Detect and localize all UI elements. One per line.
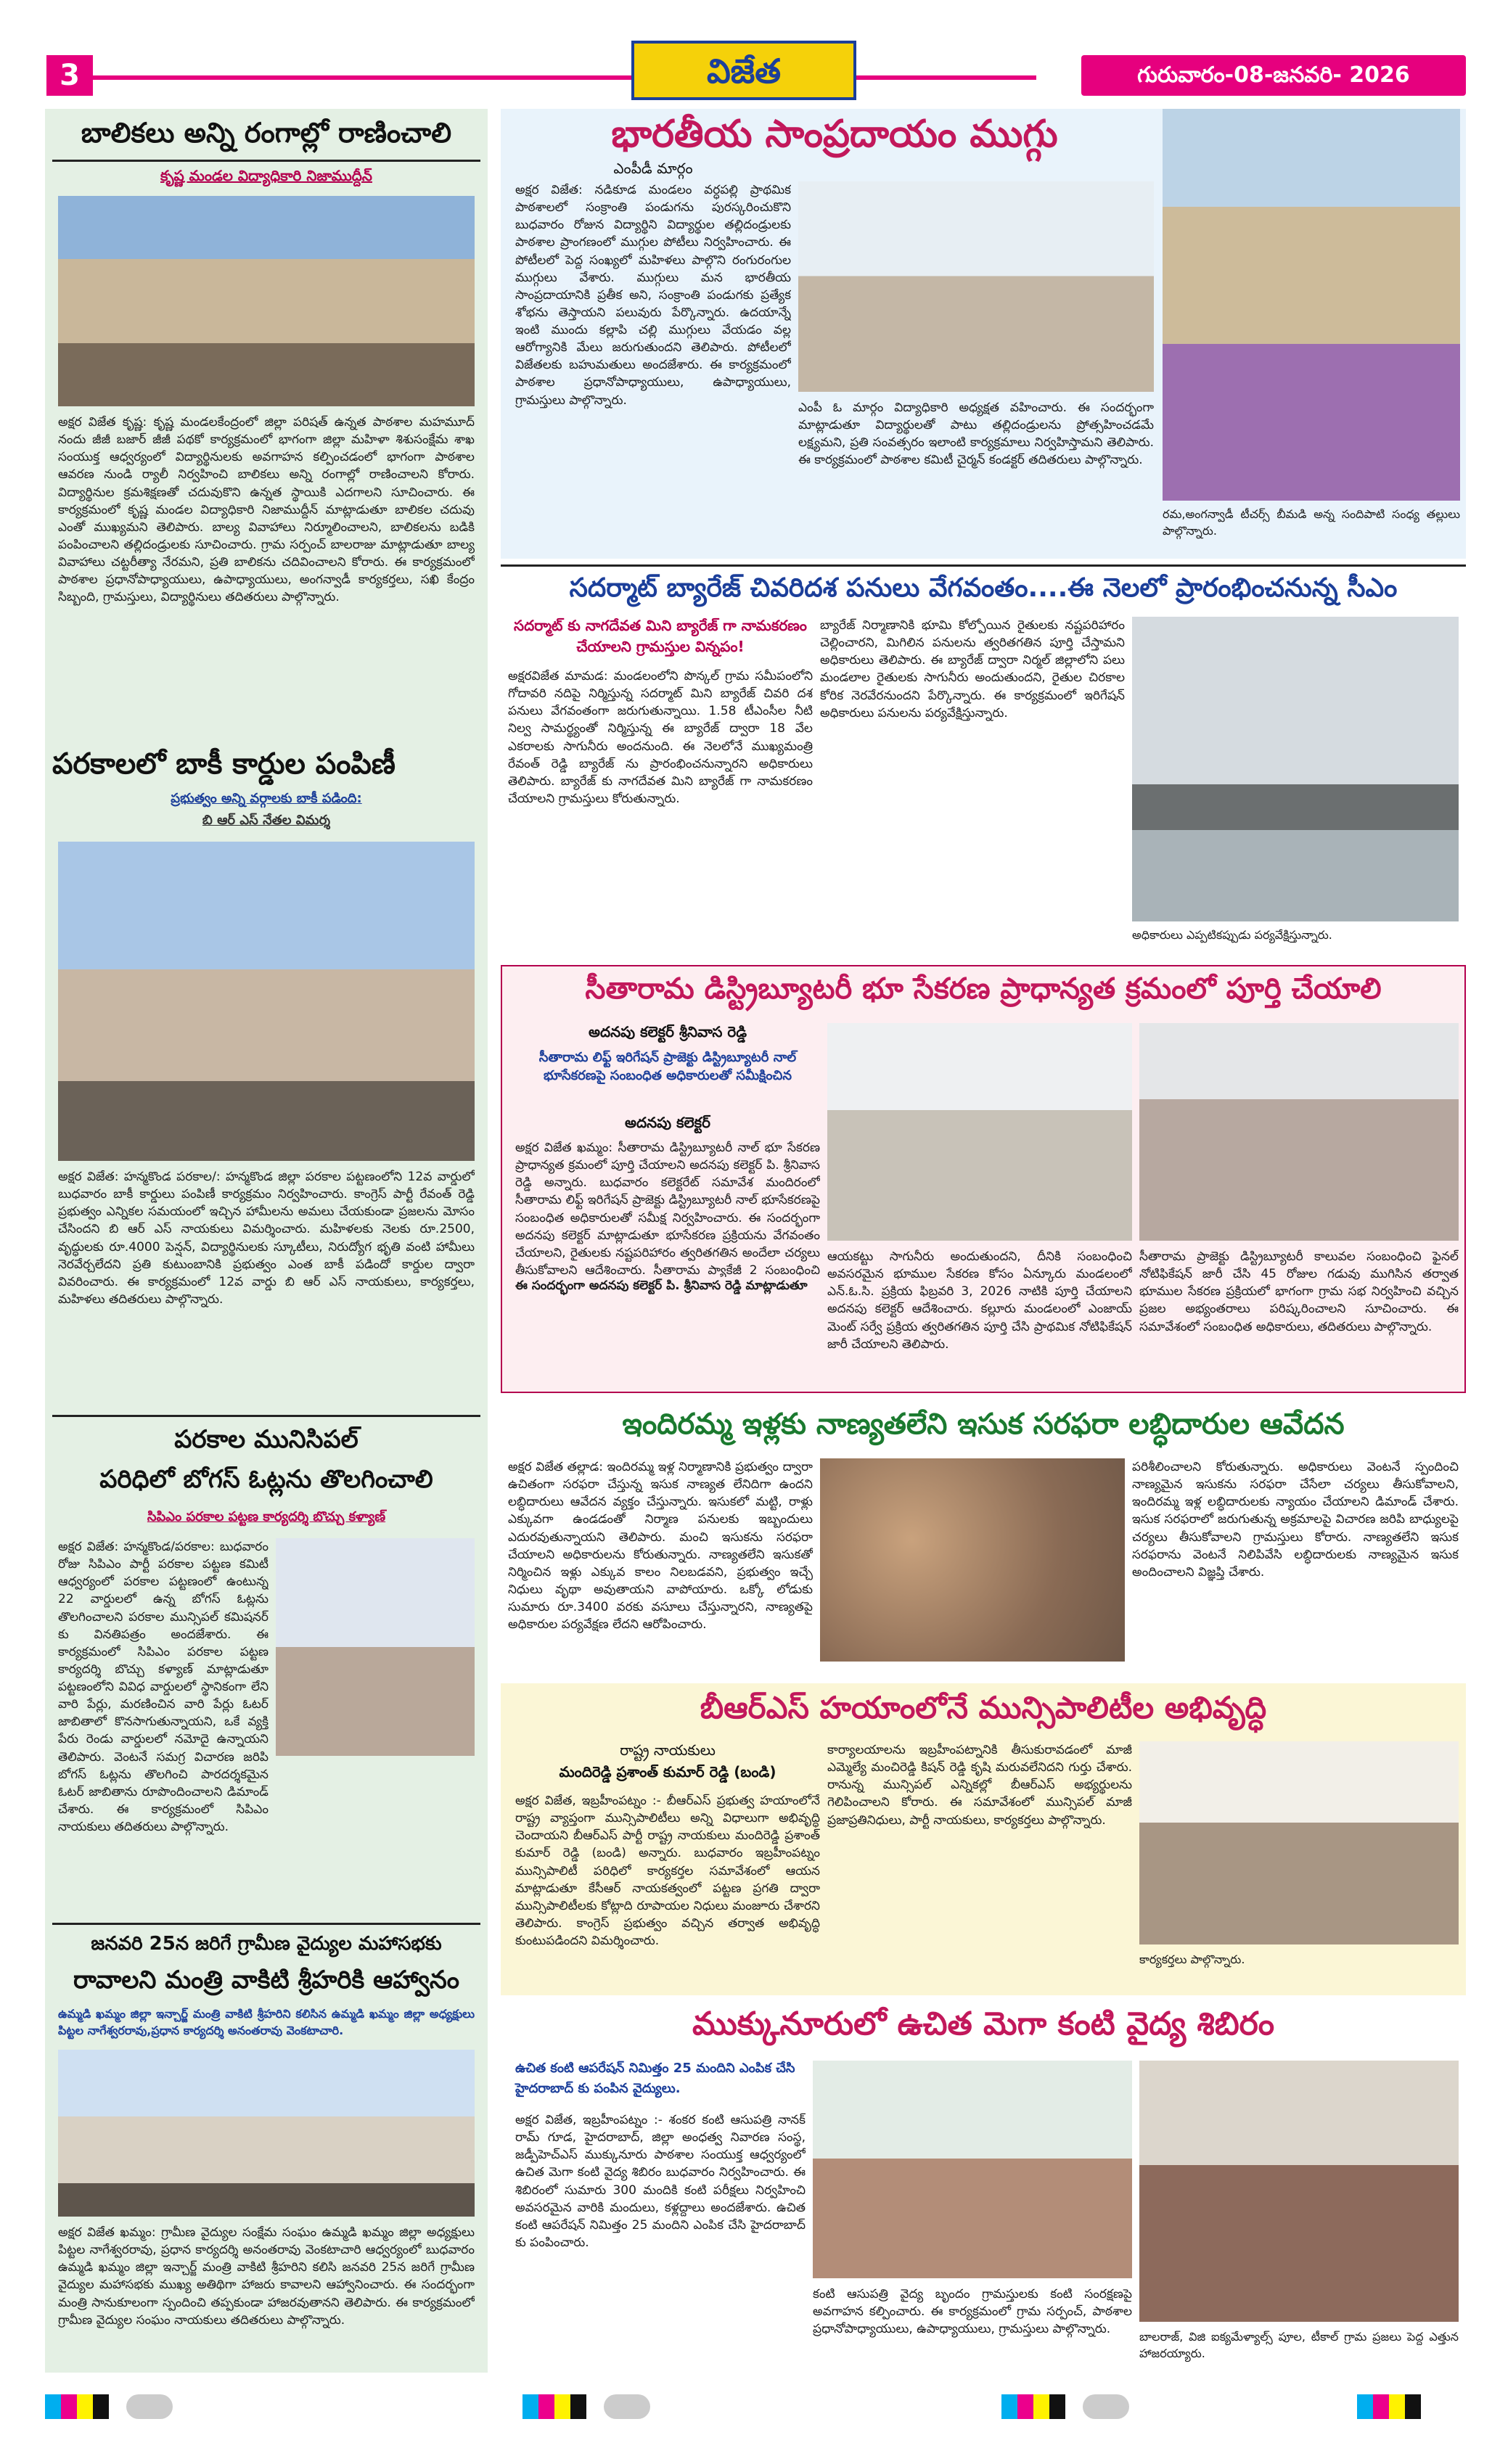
- r5-headline: బీఆర్ఎస్ హయాంలోనే మున్సిపాలిటీల అభివృద్ధి: [700, 1690, 1267, 1725]
- a1-sub: కృష్ణ మండల విద్యాధికారి నిజాముద్దీన్: [160, 167, 372, 184]
- a1-rule: [52, 160, 480, 162]
- r6-body-2: కంటి ఆసుపత్రి వైద్య బృందం గ్రామస్తులకు కంటి సంరక్షణపై అవగాహన కల్పించారు. ఈ కార్యక్రమంలో గ్రామ సర్పంచ్, పాఠశాల ప్రధానోపాధ్యాయులు, ఉపాధ్యాయులు, గ్రామస్తులు పాల్గొన్నారు.: [813, 2287, 1132, 2337]
- page-number: 3: [46, 55, 93, 96]
- r5-photo-caption: కార్యకర్తలు పాల్గొన్నారు.: [1139, 1952, 1245, 1966]
- r3-sub1: అదనపు కలెక్టర్ శ్రీనివాస రెడ్డి: [588, 1023, 747, 1040]
- a3-sub: సిపిఎం పరకాల పట్టణ కార్యదర్శి బొచ్చు కళ్యాణ్: [147, 1509, 386, 1524]
- header-rule: [93, 75, 1036, 80]
- r3-note: ఈ సందర్భంగా అదనపు కలెక్టర్ పి. శ్రీనివాస రెడ్డి మాట్లాడుతూ: [515, 1278, 808, 1293]
- registration-marks-1: [45, 2394, 284, 2419]
- r4-body: అక్షర విజేత తల్లాడ: ఇందిరమ్మ ఇళ్ల నిర్మాణానికి ప్రభుత్వం ద్వారా ఉచితంగా సరఫరా చేస్తున్న ఇసుక నాణ్యత లేనిదిగా ఉందని లబ్ధిదారులు ఆవేదన వ్యక్తం చేస్తున్నారు. ఇసుకలో మట్టి, రాళ్లు ఎక్కువగా ఉండడంతో నిర్మాణ పనులకు ఇబ్బందులు ఎదురవుతున్నాయని తెలిపారు. మంచి ఇసుకను సరఫరా చేయాలని అధికారులను కోరుతున్నారు. నాణ్యతలేని ఇసుకతో నిర్మించిన ఇళ్లు ఎక్కువ కాలం నిలబడవని, ప్రభుత్వం ఇచ్చే నిధులు వృథా అవుతాయని వాపోయారు. ఒక్కో లోడుకు సుమారు రూ.3400 వరకు వసూలు చేస్తున్నారని, నాణ్యతపై అధికారుల పర్యవేక్షణ లేదని ఆరోపించారు.: [508, 1460, 813, 1633]
- right-column: [501, 109, 1466, 2373]
- a4-body: అక్షర విజేత ఖమ్మం: గ్రామీణ వైద్యుల సంక్షేమ సంఘం ఉమ్మడి ఖమ్మం జిల్లా అధ్యక్షులు పిట్టల నాగేశ్వరరావు, ప్రధాన కార్యదర్శి అనంతరావు వెంకటాచారి ఆధ్వర్యంలో బుధవారం ఉమ్మడి ఖమ్మం జిల్లా ఇన్చార్జ్ మంత్రి వాకిటి శ్రీహరిని కలిసి జనవరి 25న జరిగే గ్రామీణ వైద్యుల మహాసభకు ముఖ్య అతిథిగా హాజరు కావాలని ఆహ్వానించారు. ఈ సందర్భంగా మంత్రి సానుకూలంగా స్పందించి తప్పకుండా హాజరవుతానని తెలిపారు. ఈ కార్యక్రమంలో గ్రామీణ వైద్యుల సంఘం నాయకులు తదితరులు పాల్గొన్నారు.: [58, 2225, 475, 2328]
- r3-sub3: అదనపు కలెక్టర్: [624, 1114, 710, 1131]
- r2-body-2: బ్యారేజ్ నిర్మాణానికి భూమి కోల్పోయిన రైతులకు నష్టపరిహారం చెల్లించారని, మిగిలిన పనులను త్వరితగతిన పూర్తి చేస్తామని అధికారులు తెలిపారు. ఈ బ్యారేజ్ ద్వారా నిర్మల్ జిల్లాలోని పలు మండలాల రైతులకు సాగునీరు అందుతుందని, రైతుల చిరకాల కోరిక నెరవేరనుందని పేర్కొన్నారు. ఈ కార్యక్రమంలో ఇరిగేషన్ అధికారులు పనులను పర్యవేక్షిస్తున్నారు.: [820, 618, 1125, 720]
- a3-body: అక్షర విజేత: హన్మకొండ/పరకాల: బుధవారం రోజు సిపిఎం పార్టీ పరకాల పట్టణ కమిటీ ఆధ్వర్యంలో పరకాల పట్టణంలో ఉంటున్న 22 వార్డులలో ఉన్న బోగస్ ఓట్లను తొలగించాలని పరకాల మున్సిపల్ కమిషనర్ కు వినతిపత్రం అందజేశారు. ఈ కార్యక్రమంలో సిపిఎం పరకాల పట్టణ కార్యదర్శి బొచ్చు కళ్యాణ్ మాట్లాడుతూ పట్టణంలోని వివిధ వార్డులలో స్థానికంగా లేని వారి పేర్లు, మరణించిన వారి పేర్లు ఓటర్ జాబితాలో కొనసాగుతున్నాయని, ఒకే వ్యక్తి పేరు రెండు వార్డులలో నమోదై ఉన్నాయని తెలిపారు. వెంటనే సమగ్ర విచారణ జరిపి బోగస్ ఓట్లను తొలగించి పారదర్శకమైన ఓటర్ జాబితాను రూపొందించాలని డిమాండ్ చేశారు. ఈ కార్యక్రమంలో సిపిఎం నాయకులు తదితరులు పాల్గొన్నారు.: [58, 1540, 269, 1834]
- a1-headline: బాలికలు అన్ని రంగాల్లో రాణించాలి: [81, 117, 452, 149]
- a3-photo: [276, 1538, 475, 1756]
- masthead-logo: విజేత: [631, 41, 856, 100]
- r2-photo: [1132, 617, 1459, 921]
- a1-body: అక్షర విజేత కృష్ణ: కృష్ణ మండలకేంద్రంలో జిల్లా పరిషత్ ఉన్నత పాఠశాల మహమూద్ నందు జీజీ బజార్ జీజీ పథకో కార్యక్రమంలో భాగంగా జిల్లా మహిళా శిశుసంక్షేమ శాఖ సంయుక్త ఆధ్వర్యంలో విద్యార్థినులకు అవగాహన కల్పించడంలో భాగంగా పాఠశాల ఆవరణ నుండి ర్యాలీ నిర్వహించి బాలికలు అన్ని రంగాల్లో రాణించాలని కోరారు. విద్యార్థినుల క్రమశిక్షణతో చదువుకొని ఉన్నత స్థాయికి ఎదగాలని సూచించారు. ఈ కార్యక్రమంలో కృష్ణ మండల విద్యాధికారి నిజాముద్దీన్ మాట్లాడుతూ బాలికల చదువు ఎంతో ముఖ్యమని తెలిపారు. బాల్య వివాహాలు నిర్మూలించాలని, బాలికలను బడికి పంపించాలని తల్లిదండ్రులకు సూచించారు. గ్రామ సర్పంచ్ బాలరాజు మాట్లాడుతూ బాల్య వివాహాలు చట్టరీత్యా నేరమని, ప్రతి బాలికను చదివించాలని కోరారు. ఈ కార్యక్రమంలో పాఠశాల ప్రధానోపాధ్యాయులు, ఉపాధ్యాయులు, అంగన్వాడీ కార్యకర్తలు, సఖి కేంద్రం సిబ్బంది, గ్రామస్తులు, విద్యార్థినులు తదితరులు పాల్గొన్నారు.: [58, 415, 475, 605]
- r4-body-2: పరిశీలించాలని కోరుతున్నారు. అధికారులు వెంటనే స్పందించి నాణ్యమైన ఇసుకను సరఫరా చేసేలా చర్యలు తీసుకోవాలని, ఇందిరమ్మ ఇళ్ల లబ్ధిదారులకు న్యాయం చేయాలని డిమాండ్ చేశారు. ఇసుక సరఫరాలో జరుగుతున్న అక్రమాలపై విచారణ జరిపి బాధ్యులపై చర్యలు తీసుకోవాలని గ్రామస్తులు కోరారు. నాణ్యతలేని ఇసుక సరఫరాను వెంటనే నిలిపివేసి లబ్ధిదారులకు నాణ్యమైన ఇసుక అందించాలని విజ్ఞప్తి చేశారు.: [1132, 1460, 1459, 1580]
- r5-body: అక్షర విజేత, ఇబ్రహీంపట్నం :- బీఆర్ఎస్ ప్రభుత్వ హయాంలోనే రాష్ట్ర వ్యాప్తంగా మున్సిపాలిటీలు అన్ని విధాలుగా అభివృద్ధి చెందాయని బీఆర్ఎస్ పార్టీ రాష్ట్ర నాయకులు మందిరెడ్డి ప్రశాంత్ కుమార్ రెడ్డి (బండి) అన్నారు. బుధవారం ఇబ్రహీంపట్నం మున్సిపాలిటీ పరిధిలో కార్యకర్తల సమావేశంలో ఆయన మాట్లాడుతూ కేసీఆర్ నాయకత్వంలో పట్టణ ప్రగతి ద్వారా మున్సిపాలిటీలకు కోట్లాది రూపాయల నిధులు మంజూరు చేశారని తెలిపారు. కాంగ్రెస్ ప్రభుత్వం వచ్చిన తర్వాత అభివృద్ధి కుంటుపడిందని విమర్శించారు.: [515, 1794, 820, 1948]
- a2-sub2: బి ఆర్ ఎస్ నేతల విమర్శ: [202, 813, 331, 828]
- r3-body: అక్షర విజేత ఖమ్మం: సీతారామ డిస్ట్రిబ్యూటరీ నాల్ భూ సేకరణ ప్రాధాన్యత క్రమంలో పూర్తి చేయాలని అదనపు కలెక్టర్ పి. శ్రీనివాస రెడ్డి అన్నారు. బుధవారం కలెక్టరేట్ సమావేశ మందిరంలో సీతారామ లిఫ్ట్ ఇరిగేషన్ ప్రాజెక్టు డిస్ట్రిబ్యూటరీ నాల్ భూసేకరణపై సంబంధిత అధికారులతో సమీక్ష నిర్వహించారు. ఈ సందర్భంగా అదనపు కలెక్టర్ మాట్లాడుతూ భూసేకరణ ప్రక్రియను వేగవంతం చేయాలని, రైతులకు నష్టపరిహారం త్వరితగతిన అందేలా చర్యలు తీసుకోవాలని ఆదేశించారు. సీతారామ ప్యాకేజీ 2 సంబంధించి: [515, 1141, 820, 1277]
- r1-photo-2-caption: రమ,అంగన్వాడీ టీచర్స్ బీమడి అన్న సందిపాటి సంధ్య తల్లులు పాల్గొన్నారు.: [1163, 507, 1460, 538]
- left-column: [45, 109, 488, 2373]
- date-banner: గురువారం-08-జనవరి- 2026: [1081, 55, 1466, 96]
- r3-photo-2-caption: సీతారామ ప్రాజెక్టు డిస్ట్రిబ్యూటరీ కాలువల సంబంధించి ఫైనల్ నోటిఫికేషన్ జారీ చేసి 45 రోజుల గడువు ముగిసిన తర్వాత భూముల సేకరణ ప్రక్రియలో భాగంగా గ్రామ సభ నిర్వహించి వచ్చిన ప్రజల అభ్యంతరాలు పరిష్కరించాలని సూచించారు. ఈ సమావేశంలో సంబంధిత అధికారులు, తదితరులు పాల్గొన్నారు.: [1139, 1249, 1459, 1334]
- a1-photo: [58, 196, 475, 406]
- a4-photo: [58, 2050, 475, 2217]
- r1-photo-1: [798, 181, 1154, 392]
- a2-photo: [58, 842, 475, 1161]
- r5-photo: [1139, 1741, 1459, 1944]
- r2-top-rule: [501, 564, 1466, 567]
- r2-sub: సదర్మాట్ కు నాగదేవత మిని బ్యారేజ్ గా నామకరణం చేయాలని గ్రామస్తుల విన్నపం!: [514, 617, 807, 655]
- a4-sub: ఉమ్మడి ఖమ్మం జిల్లా ఇన్చార్జ్ మంత్రి వాకిటి శ్రీహరిని కలిసిన ఉమ్మడి ఖమ్మం జిల్లా అధ్యక్షులు పిట్టల నాగేశ్వరరావు,ప్రధాన కార్యదర్శి అనంతరావు వెంకటాచారి.: [58, 2007, 475, 2037]
- a4-top-rule: [52, 1923, 480, 1925]
- r6-photo-caption: బాలరాజ్, విజి ఐక్యమేళ్యాల్స్ పూల, టీకాల్ గ్రామ ప్రజలు పెద్ద ఎత్తున హాజరయ్యారు.: [1139, 2330, 1459, 2360]
- r1-body-2: ఎంపీ ఓ మార్గం విద్యాధికారి అధ్యక్షత వహించారు. ఈ సందర్భంగా మాట్లాడుతూ విద్యార్థులతో పాటు తల్లిదండ్రులను ప్రోత్సహించడమే లక్ష్యమని, ప్రతి సంవత్సరం ఇలాంటి కార్యక్రమాలు నిర్వహిస్తామని తెలిపారు. ఈ కార్యక్రమంలో పాఠశాల కమిటీ చైర్మన్ కండక్టర్ తదితరులు పాల్గొన్నారు.: [798, 401, 1154, 468]
- r3-body-2: ఆయకట్టు సాగునీరు అందుతుందని, దీనికి సంబంధించి అవసరమైన భూముల సేకరణ కోసం ఏన్కూరు మండలంలో ఎన్.ఓ.సి. ప్రక్రియ ఫిబ్రవరి 3, 2026 నాటికి పూర్తి చేయాలని అదనపు కలెక్టర్ ఆదేశించారు. కల్లూరు మండలంలో ఎంజాయ్ మెంట్ సర్వే ప్రక్రియ త్వరితగతిన పూర్తి చేసి ప్రాథమిక నోటిఫికేషన్ జారీ చేయాలని తెలిపారు.: [827, 1249, 1132, 1352]
- r3-sub2: సీతారామ లిఫ్ట్ ఇరిగేషన్ ప్రాజెక్టు డిస్ట్రిబ్యూటరీ నాల్ భూసేకరణపై సంబంధిత అధికారులతో సమీక్షించిన: [538, 1050, 797, 1084]
- r2-photo-caption: అధికారులు ఎప్పటికప్పుడు పర్యవేక్షిస్తున్నారు.: [1132, 928, 1332, 942]
- a3-top-rule: [52, 1415, 480, 1417]
- r1-headline: భారతీయ సాంప్రదాయం ముగ్గు: [611, 112, 1058, 156]
- r5-sub1: రాష్ట్ర నాయకులు: [620, 1741, 716, 1759]
- r2-body: అక్షరవిజేత మామడ: మండలంలోని పొన్కల్ గ్రామ సమీపంలోని గోదావరి నదిపై నిర్మిస్తున్న సదర్మాట్ మిని బ్యారేజ్ చివరి దశ పనులు వేగవంతంగా జరుగుతున్నాయి. 1.58 టీఎంసీల నీటి నిల్వ సామర్థ్యంతో నిర్మిస్తున్న ఈ బ్యారేజ్ ద్వారా 18 వేల ఎకరాలకు సాగునీరు అందనుంది. ఈ నెలలోనే ముఖ్యమంత్రి రేవంత్ రెడ్డి బ్యారేజ్ ను ప్రారంభించనున్నారని అధికారులు తెలిపారు. బ్యారేజ్ కు నాగదేవత మిని బ్యారేజ్ గా నామకరణం చేయాలని గ్రామస్తులు కోరుతున్నారు.: [508, 669, 813, 806]
- r5-sub2: మందిరెడ్డి ప్రశాంత్ కుమార్ రెడ్డి (బండి): [559, 1763, 776, 1781]
- a4-headline: రావాలని మంత్రి వాకిటి శ్రీహరికి ఆహ్వానం: [73, 1966, 460, 1995]
- registration-marks-2: [522, 2394, 762, 2419]
- r4-headline: ఇందిరమ్మ ఇళ్లకు నాణ్యతలేని ఇసుక సరఫరా లబ్ధిదారుల ఆవేదన: [622, 1408, 1345, 1441]
- registration-marks-3: [1001, 2394, 1241, 2419]
- registration-marks-4: [1357, 2394, 1466, 2419]
- a2-body: అక్షర విజేత: హన్మకొండ పరకాల/: హన్మకొండ జిల్లా పరకాల పట్టణంలోని 12వ వార్డులో బుధవారం బాకీ కార్డులు పంపిణీ కార్యక్రమం నిర్వహించారు. కాంగ్రెస్ పార్టీ రేవంత్ రెడ్డి ప్రభుత్వం ఎన్నికల సమయంలో ఇచ్చిన హామీలను అమలు చేయకుండా ప్రజలను మోసం చేసిందని బి ఆర్ ఎస్ నాయకులు విమర్శించారు. మహిళలకు నెలకు రూ.2500, వృద్ధులకు రూ.4000 పెన్షన్, విద్యార్థినులకు స్కూటీలు, నిరుద్యోగ భృతి వంటి హామీలు నెరవేర్చలేదని ప్రతి కుటుంబానికి ప్రభుత్వం ఎంత బాకీ పడిందో కార్డుల ద్వారా వివరించారు. ఈ కార్యక్రమంలో 12వ వార్డు బి ఆర్ ఎస్ నాయకులు, కార్యకర్తలు, మహిళలు తదితరులు పాల్గొన్నారు.: [58, 1170, 475, 1307]
- r6-photo-1: [813, 2061, 1132, 2278]
- r3-headline: సీతారామ డిస్ట్రిబ్యూటరీ భూ సేకరణ ప్రాధాన్యత క్రమంలో పూర్తి చేయాలి: [585, 972, 1382, 1006]
- r1-body: అక్షర విజేత: నడికూడ మండలం వర్ధపల్లి ప్రాథమిక పాఠశాలలో సంక్రాంతి పండుగను పురస్కరించుకొని బుధవారం రోజున విద్యార్థిని విద్యార్థుల తల్లిదండ్రులకు పాఠశాల ప్రాంగణంలో ముగ్గుల పోటీలు నిర్వహించారు. ఈ పోటీలలో పెద్ద సంఖ్యలో మహిళలు పాల్గొని రంగురంగుల ముగ్గులు వేశారు. ముగ్గులు మన భారతీయ సాంప్రదాయానికి ప్రతీక అని, సంక్రాంతి పండుగకు ప్రత్యేక శోభను తెస్తాయని పలువురు పేర్కొన్నారు. ఉదయాన్నే ఇంటి ముందు కల్లాపి చల్లి ముగ్గులు వేయడం వల్ల ఆరోగ్యానికి మేలు జరుగుతుందని తెలిపారు. పోటీలలో విజేతలకు బహుమతులు అందజేశారు. ఈ కార్యక్రమంలో పాఠశాల ప్రధానోపాధ్యాయులు, ఉపాధ్యాయులు, గ్రామస్తులు పాల్గొన్నారు.: [515, 183, 791, 408]
- r6-sub2: హైదరాబాద్ కు పంపిన వైద్యులు.: [515, 2081, 681, 2096]
- r4-photo: [820, 1458, 1125, 1662]
- r1-sub: ఎంపీడీ మార్గం: [613, 160, 693, 177]
- a4-kicker: జనవరి 25న జరిగే గ్రామీణ వైద్యుల మహాసభకు: [91, 1933, 442, 1955]
- r3-photo-1: [827, 1023, 1132, 1241]
- r2-headline: సదర్మాట్ బ్యారేజ్ చివరిదశ పనులు వేగవంతం....ఈ నెలలో ప్రారంభించనున్న సీఎం: [569, 573, 1398, 603]
- a2-headline: పరకాలలో బాకీ కార్డుల పంపిణీ: [52, 747, 396, 781]
- a3-headline-1: పరకాల మునిసిపల్: [174, 1425, 358, 1454]
- a2-sub1: ప్రభుత్వం అన్ని వర్గాలకు బాకీ పడింది:: [171, 791, 362, 806]
- r1-photo-2: [1163, 109, 1460, 501]
- r6-headline: ముక్కునూరులో ఉచిత మెగా కంటి వైద్య శిబిరం: [692, 2005, 1275, 2042]
- r3-photo-2: [1139, 1023, 1459, 1241]
- r6-body: అక్షర విజేత, ఇబ్రహీంపట్నం :- శంకర కంటి ఆసుపత్రి నానక్ రామ్ గూడ, హైదరాబాద్, జిల్లా అంధత్వ నివారణ సంస్థ, జడ్పీహెచ్ఎస్ ముక్కునూరు పాఠశాల సంయుక్త ఆధ్వర్యంలో ఉచిత మెగా కంటి వైద్య శిబిరం బుధవారం నిర్వహించారు. ఈ శిబిరంలో సుమారు 300 మందికి కంటి పరీక్షలు నిర్వహించి అవసరమైన వారికి మందులు, కళ్లద్దాలు అందజేశారు. ఉచిత కంటి ఆపరేషన్ నిమిత్తం 25 మందిని ఎంపిక చేసి హైదరాబాద్ కు పంపించారు.: [515, 2113, 806, 2250]
- a3-headline-2: పరిధిలో బోగస్ ఓట్లను తొలగించాలి: [99, 1465, 433, 1494]
- r5-body-2: కార్యాలయాలను ఇబ్రహీంపట్నానికి తీసుకురావడంలో మాజీ ఎమ్మెల్యే మంచిరెడ్డి కిషన్ రెడ్డి కృషి మరువలేనిదని గుర్తు చేశారు. రానున్న మున్సిపల్ ఎన్నికల్లో బీఆర్ఎస్ అభ్యర్థులను గెలిపించాలని కోరారు. ఈ సమావేశంలో మున్సిపల్ మాజీ ప్రజాప్రతినిధులు, పార్టీ నాయకులు, కార్యకర్తలు పాల్గొన్నారు.: [827, 1743, 1132, 1828]
- r6-photo-2: [1139, 2061, 1459, 2322]
- r6-sub1: ఉచిత కంటి ఆపరేషన్ నిమిత్తం 25 మందిని ఎంపిక చేసి: [515, 2061, 795, 2076]
